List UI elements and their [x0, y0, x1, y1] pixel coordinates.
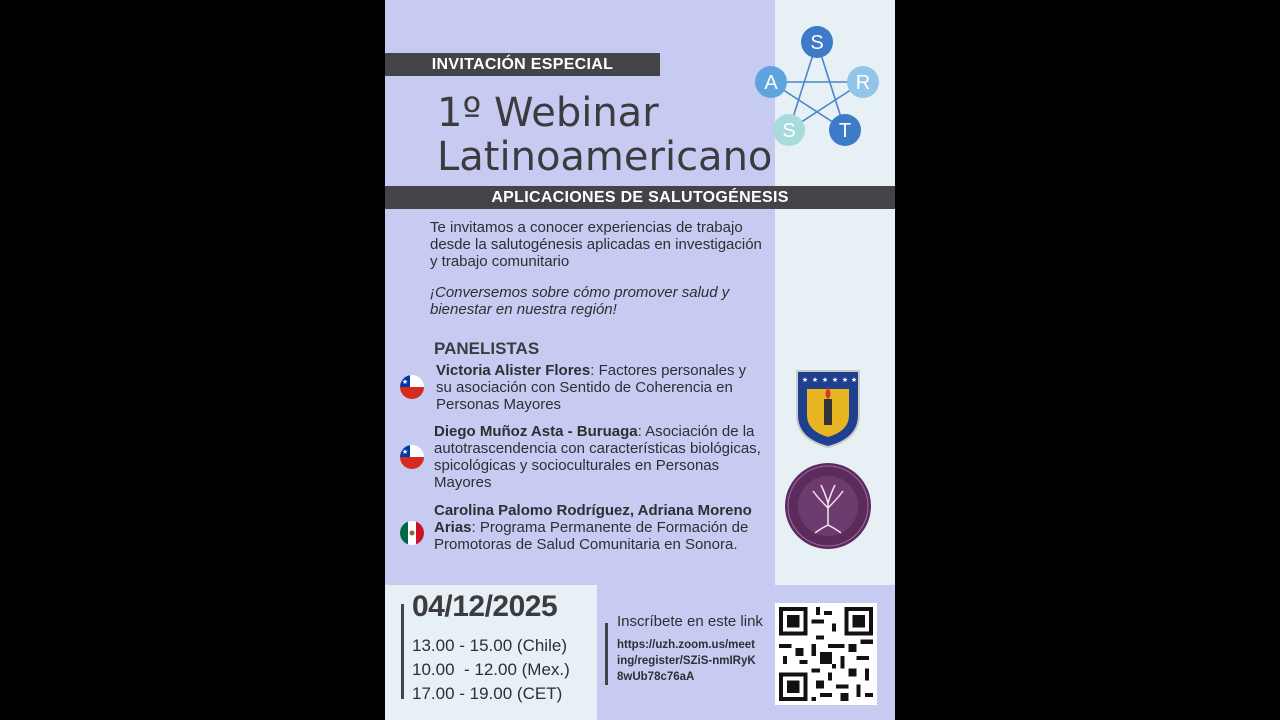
event-time-mexico: 10.00 - 12.00 (Mex.)	[412, 660, 570, 679]
logo-letter: S	[810, 32, 824, 54]
panelist-topic: Factores personales y su asociación con Sentido de Coherencia en Personas Mayores	[436, 362, 747, 413]
panelist-separator: :	[637, 423, 646, 440]
panelist-topic: Asociación de la autotrascendencia con características biológicas, spicológicas y socioculturales en Personas Mayores	[434, 423, 761, 491]
webinar-poster	[385, 0, 895, 720]
svg-text:★: ★	[831, 377, 839, 384]
sarst-star-logo	[753, 22, 881, 150]
event-time-chile: 13.00 - 15.00 (Chile)	[412, 636, 567, 655]
logo-letter: A	[764, 72, 778, 94]
title-line-1: 1º Webinar	[437, 90, 659, 136]
intro-call-to-action: ¡Conversemos sobre cómo promover salud y bienestar en nuestra región!	[430, 284, 730, 318]
title-line-2: Latinoamericano	[437, 134, 773, 180]
panelist-item	[436, 362, 766, 413]
registration-link[interactable]: https://uzh.zoom.us/meeting/register/SZiS-nmIRyK8wUb78c76aA	[617, 639, 756, 683]
svg-text:★: ★	[811, 377, 819, 384]
panelist-item	[434, 502, 764, 553]
chile-flag-icon	[400, 375, 424, 399]
svg-text:★: ★	[821, 377, 829, 384]
panelist-topic: Programa Permanente de Formación de Promotoras de Salud Comunitaria en Sonora.	[434, 519, 749, 553]
svg-text:★: ★	[401, 449, 409, 456]
logo-letter: S	[782, 120, 796, 142]
panelist-separator: :	[590, 362, 599, 379]
svg-text:★: ★	[850, 377, 858, 384]
mexico-flag-icon	[400, 521, 424, 545]
invitation-band: INVITACIÓN ESPECIAL	[385, 53, 660, 76]
intro-text: Te invitamos a conocer experiencias de trabajo desde la salutogénesis aplicadas en investigación y trabajo comunitario	[430, 219, 762, 270]
svg-text:★: ★	[801, 377, 809, 384]
institute-tree-logo	[785, 463, 871, 549]
panelist-name: Diego Muñoz Asta - Buruaga	[434, 423, 638, 440]
panelist-separator: :	[471, 519, 480, 536]
panelist-name: Victoria Alister Flores	[436, 362, 591, 379]
divider	[401, 604, 404, 699]
divider	[605, 623, 608, 685]
university-crest-logo	[793, 369, 863, 449]
event-date: 04/12/2025	[412, 590, 558, 623]
event-time-cet: 17.00 - 19.00 (CET)	[412, 684, 563, 703]
chile-flag-icon	[400, 445, 424, 469]
logo-letter: T	[838, 120, 852, 142]
qr-code[interactable]	[775, 603, 877, 705]
logo-letter: R	[855, 72, 871, 94]
panelist-name: Carolina Palomo Rodríguez, Adriana Moreno Arias	[434, 502, 752, 536]
signup-label: Inscríbete en este link	[617, 613, 763, 630]
panelists-heading: PANELISTAS	[434, 339, 540, 358]
svg-text:★: ★	[401, 379, 409, 386]
panelist-item	[434, 423, 764, 491]
svg-text:★: ★	[841, 377, 849, 384]
subtitle-band: APLICACIONES DE SALUTOGÉNESIS	[385, 186, 895, 209]
